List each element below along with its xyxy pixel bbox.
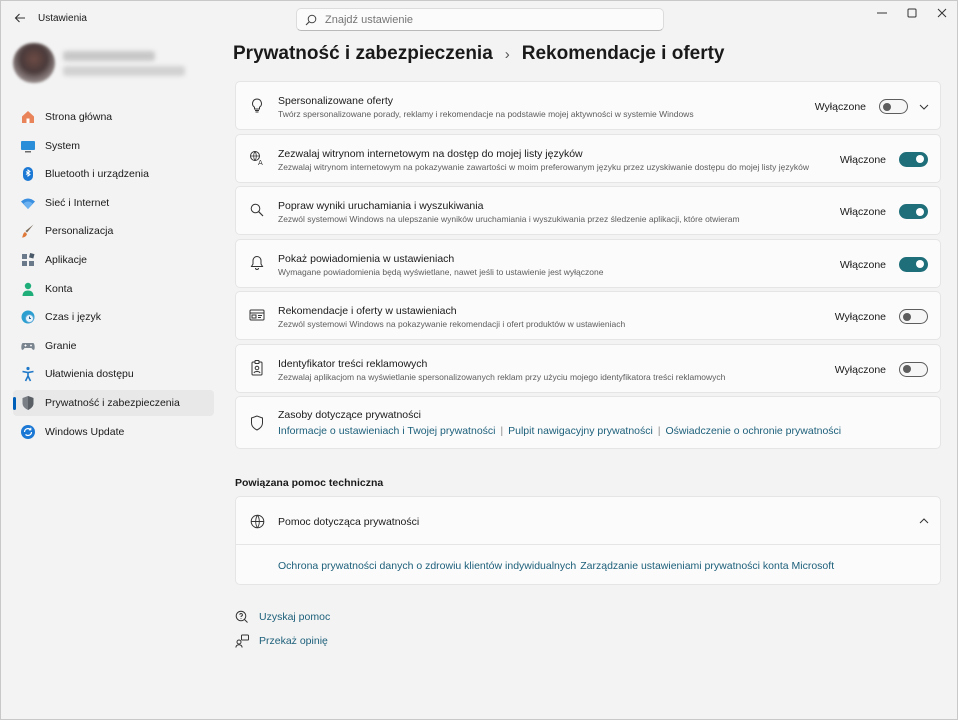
monitor-icon xyxy=(20,138,36,154)
help-links xyxy=(278,560,834,572)
sidebar-item-network[interactable] xyxy=(13,190,214,216)
improve-search-toggle[interactable] xyxy=(899,204,928,219)
close-icon xyxy=(937,8,947,18)
link-privacy-dashboard[interactable]: Pulpit nawigacyjny prywatności xyxy=(508,425,653,437)
sidebar-item-privacy[interactable] xyxy=(13,390,214,416)
advertising-id-toggle[interactable] xyxy=(899,362,928,377)
sidebar-item-label: Ułatwienia dostępu xyxy=(45,368,134,381)
close-button[interactable] xyxy=(927,1,957,25)
sidebar-item-gaming[interactable] xyxy=(13,333,214,359)
toggle-state-label: Wyłączone xyxy=(834,363,886,376)
setting-show-notifications xyxy=(235,239,941,288)
gamepad-icon xyxy=(20,338,36,354)
personalized-offers-toggle[interactable] xyxy=(879,99,908,114)
bell-icon xyxy=(249,255,265,271)
privacy-help-header[interactable] xyxy=(236,497,940,545)
svg-text:A: A xyxy=(258,158,263,166)
sidebar-item-home[interactable] xyxy=(13,104,214,130)
sidebar-item-accounts[interactable] xyxy=(13,276,214,302)
setting-description: Zezwól systemowi Windows na pokazywanie rekomendacji i ofert produktów w ustawieniach xyxy=(278,319,626,329)
sidebar-item-label: Czas i język xyxy=(45,311,102,324)
search-icon xyxy=(249,202,265,218)
toggle-state-label: Wyłączone xyxy=(814,101,866,113)
privacy-help-card xyxy=(235,496,941,585)
sidebar-item-personalization[interactable] xyxy=(13,218,214,244)
related-support-heading: Powiązana pomoc techniczna xyxy=(235,477,384,489)
clock-globe-icon xyxy=(20,309,36,325)
sidebar-item-time-language[interactable] xyxy=(13,304,214,330)
setting-description: Twórz spersonalizowane porady, reklamy i rekomendacje na podstawie mojej aktywności w systemie Windows xyxy=(278,109,694,119)
offers-icon xyxy=(249,307,265,323)
resources-title: Zasoby dotyczące prywatności xyxy=(278,409,421,421)
sidebar-item-label: Konta xyxy=(45,282,73,295)
toggle-state-label: Wyłączone xyxy=(834,311,886,323)
maximize-icon xyxy=(907,8,917,18)
recommendations-toggle[interactable] xyxy=(899,309,928,324)
website-language-toggle[interactable] xyxy=(899,152,928,167)
footer-links xyxy=(235,609,330,657)
search-icon xyxy=(305,14,317,26)
setting-improve-start-search xyxy=(235,186,941,235)
bluetooth-icon xyxy=(20,166,36,182)
show-notifications-toggle[interactable] xyxy=(899,257,928,272)
sidebar-item-label: System xyxy=(45,139,81,152)
link-privacy-statement[interactable]: Oświadczenie o ochronie prywatności xyxy=(665,425,842,437)
breadcrumb xyxy=(233,43,725,65)
accessibility-icon xyxy=(20,366,36,382)
chevron-down-icon[interactable] xyxy=(918,101,929,112)
sidebar-item-label: Bluetooth i urządzenia xyxy=(45,168,149,181)
setting-website-language-access xyxy=(235,134,941,183)
shield-outline-icon xyxy=(249,415,265,431)
user-profile[interactable] xyxy=(13,41,213,85)
setting-title: Zezwalaj witrynom internetowym na dostęp do mojej listy języków xyxy=(278,147,583,160)
globe-icon xyxy=(249,513,265,529)
breadcrumb-separator: › xyxy=(504,45,510,63)
sidebar-item-accessibility[interactable] xyxy=(13,361,214,387)
home-icon xyxy=(20,109,36,125)
lightbulb-icon xyxy=(249,97,265,113)
setting-personalized-offers[interactable] xyxy=(235,81,941,130)
search-box[interactable] xyxy=(296,8,664,31)
link-separator: | xyxy=(657,425,661,437)
apps-icon xyxy=(20,252,36,268)
toggle-state-label: Włączone xyxy=(839,153,886,166)
setting-recommendations-in-settings xyxy=(235,291,941,340)
page-title: Rekomendacje i oferty xyxy=(521,43,725,64)
setting-title: Rekomendacje i oferty w ustawieniach xyxy=(278,305,457,317)
help-title: Pomoc dotycząca prywatności xyxy=(278,516,420,528)
feedback-icon xyxy=(235,634,249,648)
setting-description: Zezwalaj witrynom internetowym na pokazywanie zawartości w moim preferowanym języku przez uzyskiwanie dostępu do mojej listy języków xyxy=(278,161,809,172)
link-settings-privacy-info[interactable]: Informacje o ustawieniach i Twojej prywatności xyxy=(278,425,496,437)
breadcrumb-parent[interactable]: Prywatność i zabezpieczenia xyxy=(233,43,493,64)
language-icon xyxy=(249,150,265,166)
shield-icon xyxy=(20,395,36,411)
minimize-button[interactable] xyxy=(867,1,897,25)
arrow-left-icon xyxy=(14,12,26,24)
setting-advertising-id xyxy=(235,344,941,393)
help-chat-icon xyxy=(235,610,249,624)
chevron-up-icon[interactable] xyxy=(918,515,929,526)
setting-description: Wymagane powiadomienia będą wyświetlane, nawet jeśli to ustawienie jest wyłączone xyxy=(278,266,604,277)
sidebar-item-label: Strona główna xyxy=(45,111,113,123)
setting-title: Popraw wyniki uruchamiania i wyszukiwania xyxy=(278,200,484,212)
update-icon xyxy=(20,424,36,440)
title-bar xyxy=(1,1,957,37)
setting-title: Pokaż powiadomienia w ustawieniach xyxy=(278,252,455,265)
sidebar-item-label: Sieć i Internet xyxy=(45,196,110,209)
sidebar-item-label: Windows Update xyxy=(45,425,125,438)
search-input[interactable] xyxy=(325,14,645,26)
brush-icon xyxy=(20,223,36,239)
link-separator: | xyxy=(500,425,504,437)
sidebar-item-label: Personalizacja xyxy=(45,225,114,238)
person-icon xyxy=(20,281,36,297)
link-manage-microsoft-privacy[interactable]: Zarządzanie ustawieniami prywatności konta Microsoft xyxy=(580,560,835,572)
sidebar-item-windows-update[interactable] xyxy=(13,419,214,445)
sidebar-nav xyxy=(13,104,214,447)
wifi-icon xyxy=(20,195,36,211)
app-title: Ustawienia xyxy=(38,13,87,24)
privacy-resources xyxy=(235,396,941,449)
settings-list xyxy=(235,81,941,453)
sidebar-item-label: Aplikacje xyxy=(45,253,88,266)
minimize-icon xyxy=(877,8,887,18)
sidebar-item-system[interactable] xyxy=(13,133,214,159)
get-help-link[interactable] xyxy=(235,609,330,625)
setting-description: Zezwól systemowi Windows na ulepszanie wyników uruchamiania i wyszukiwania przez śledzenie aplikacji, które otwieram xyxy=(278,214,740,224)
back-button[interactable] xyxy=(9,7,31,29)
id-badge-icon xyxy=(249,360,265,376)
user-email-redacted xyxy=(63,66,185,76)
link-health-data-privacy[interactable]: Ochrona prywatności danych o zdrowiu klientów indywidualnych xyxy=(278,560,577,572)
setting-title: Identyfikator treści reklamowych xyxy=(278,357,428,370)
toggle-state-label: Włączone xyxy=(839,258,886,271)
window-controls xyxy=(867,1,957,27)
avatar xyxy=(13,43,55,83)
sidebar-item-label: Granie xyxy=(45,339,77,352)
setting-description: Zezwalaj aplikacjom na wyświetlanie spersonalizowanych reklam przy użyciu mojego identyfikatora treści reklamowych xyxy=(278,371,726,382)
give-feedback-link[interactable] xyxy=(235,633,330,649)
sidebar-item-apps[interactable] xyxy=(13,247,214,273)
user-name-redacted xyxy=(63,51,155,61)
sidebar-item-bluetooth[interactable] xyxy=(13,161,214,187)
give-feedback-label[interactable]: Przekaż opinię xyxy=(259,635,328,647)
get-help-label[interactable]: Uzyskaj pomoc xyxy=(259,611,331,623)
toggle-state-label: Włączone xyxy=(839,206,886,218)
resources-links xyxy=(278,425,841,437)
maximize-button[interactable] xyxy=(897,1,927,25)
setting-title: Spersonalizowane oferty xyxy=(278,95,393,107)
sidebar-item-label: Prywatność i zabezpieczenia xyxy=(45,396,180,409)
